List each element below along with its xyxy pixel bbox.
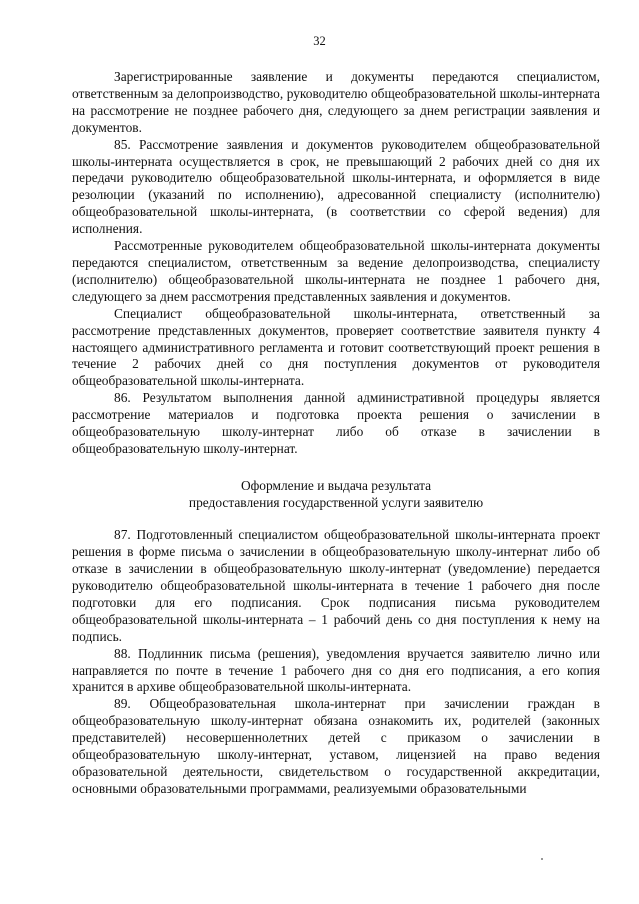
paragraph-89: 89. Общеобразовательная школа-интернат при зачислении граждан в общеобразовательную школу-интернат обязана ознакомить их, родителей (законных представителей) несовершеннолетних детей с приказом о зачислении в общеобразовательную школу-интернат, уставом, лицензией на право ведения образовательной деятельности, свидетельством о государственной аккредитации, основными образовательными программами, реализуемыми образовательными [72,696,600,796]
section-heading-line-1: Оформление и выдача результата [240,477,432,493]
paragraph-87: 87. Подготовленный специалистом общеобразовательной школы-интерната проект решения в форме письма о зачислении в общеобразовательную школу-интернат либо об отказе в зачислении в общеобразовательную школу-интернат (уведомление) передается руководителю общеобразовательной школы-интерната в течение 1 рабочего дня после подготовки для его подписания. Срок подписания письма руководителем общеобразовательной школы-интерната – 1 рабочий день со дня поступления к нему на подпись. [72,527,600,644]
document-body [72,69,600,798]
scan-speck [541,858,543,860]
section-heading [72,477,600,511]
paragraph-88: 88. Подлинник письма (решения), уведомления вручается заявителю лично или направляется по почте в течение 1 рабочего дня со дня его подписания, а его копия хранится в архиве общеобразовательной школы-интерната. [72,645,600,695]
paragraph-reviewed-documents: Рассмотренные руководителем общеобразовательной школы-интерната документы передаются специалистом, ответственным за ведение делопроизводства, специалисту (исполнителю) общеобразовательной школы-интерната не позднее 1 рабочего дня, следующего за днем рассмотрения представленных заявления и документов. [72,238,600,304]
paragraph-86: 86. Результатом выполнения данной административной процедуры является рассмотрение материалов и подготовка проекта решения о зачислении в общеобразовательную школу-интернат либо об отказе в зачислении в общеобразовательную школу-интернат. [72,390,600,456]
section-heading-line-2: предоставления государственной услуги заявителю [188,495,484,511]
paragraph-specialist-review: Специалист общеобразовательной школы-интерната, ответственный за рассмотрение представленных документов, проверяет соответствие заявителя пункту 4 настоящего административного регламента и готовит соответствующий проект решения в течение 2 рабочих дней со дня поступления документов от руководителя общеобразовательной школы-интерната. [72,305,600,389]
paragraph-85: 85. Рассмотрение заявления и документов руководителем общеобразовательной школы-интерната осуществляется в срок, не превышающий 2 рабочих дней со дня их передачи руководителю общеобразовательной школы-интерната, и оформляется в виде резолюции (указаний по исполнению), адресованной специалисту (исполнителю) общеобразовательной школы-интерната, (в соответствии со сферой ведения) для исполнения. [72,136,600,237]
paragraph-registration-transfer: Зарегистрированные заявление и документы передаются специалистом, ответственным за делопроизводство, руководителю общеобразовательной школы-интерната на рассмотрение не позднее рабочего дня, следующего за днем регистрации заявления и документов. [72,69,600,135]
page-number: 32 [313,34,326,48]
